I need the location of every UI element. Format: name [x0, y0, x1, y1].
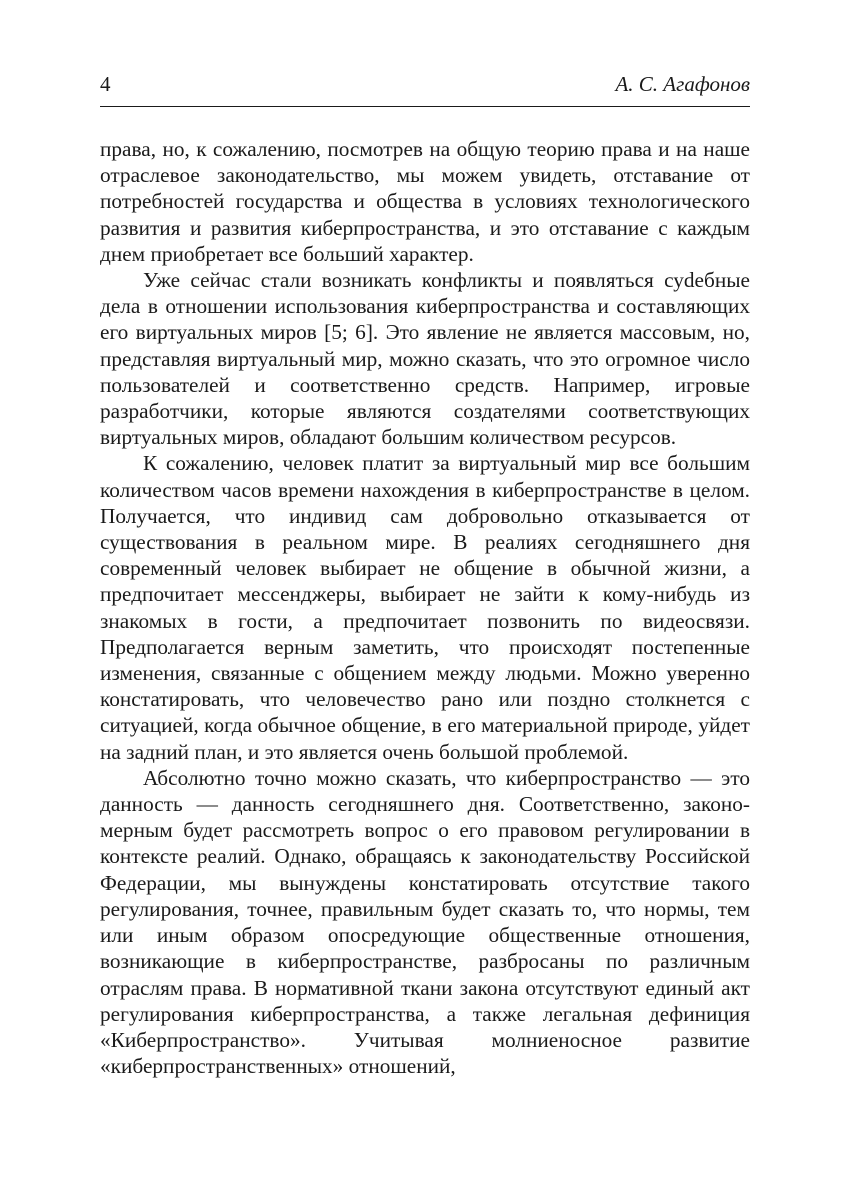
body-text	[100, 136, 750, 1079]
paragraph: Абсолютно точно можно сказать, что киберпространство — это данность — данность сегодняшнего дня. Соответственно, закономерным будет рассмотреть вопрос о его правовом регулировании в контексте реалий. Однако, обращаясь к законодательству Российской Федерации, мы вынуждены констатировать отсутствие такого регулирования, точнее, правильным будет сказать то, что нормы, тем или иным образом опосредующие общественные отношения, возникающие в киберпространстве, разбросаны по различным отраслям права. В нормативной ткани закона отсутствуют единый акт регулирования киберпространства, а также легальная дефиниция «Киберпространство». Учитывая молниеносное развитие «киберпространственных» отношений,	[100, 765, 750, 1079]
page-number: 4	[100, 72, 111, 96]
paragraph: Уже сейчас стали возникать конфликты и появляться суdебные дела в отношении использования киберпространства и составляющих его виртуальных миров [5; 6]. Это явление не является массовым, но, представляя виртуальный мир, можно сказать, что это огромное число пользователей и соответственно средств. Например, игровые разработчики, которые являются создателями соответствующих виртуальных миров, обладают большим количеством ресурсов.	[100, 268, 750, 450]
page-header	[100, 72, 750, 100]
paragraph: права, но, к сожалению, посмотрев на общую теорию права и на наше отраслевое законодательство, мы можем увидеть, отставание от потребностей государства и общества в условиях технологического развития и развития киберпространства, и это отставание с каждым днем приобретает все больший характер.	[100, 137, 750, 266]
header-rule	[100, 106, 750, 107]
running-title: А. С. Агафонов	[615, 72, 750, 96]
paragraph: К сожалению, человек платит за виртуальный мир все большим количеством часов времени нахождения в киберпространстве в целом. Получается, что индивид сам добровольно отказывается от существования в реальном мире. В реалиях сегодняшнего дня современный человек выбирает не общение в обычной жизни, а предпочитает мессенджеры, выбирает не зайти к кому-нибудь из знакомых в гости, а предпочитает позвонить по видеосвязи. Предполагается верным заметить, что происходят постепенные изменения, связанные с общением между людьми. Можно уверенно констатировать, что человечество рано или поздно столкнется с ситуацией, когда обычное общение, в его материальной природе, уйдет на задний план, и это является очень большой проблемой.	[100, 451, 750, 764]
